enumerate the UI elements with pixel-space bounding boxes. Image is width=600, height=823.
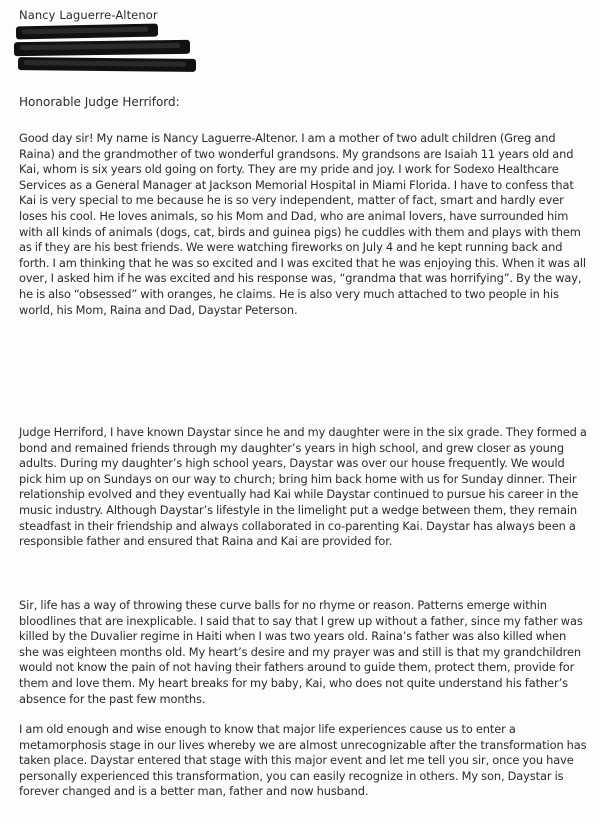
paragraph-3: Sir, life has a way of throwing these curve balls for no rhyme or reason. Patterns emerge within bloodlines that are inexplicable. I said that to say that I grew up without a father, since my father was killed by the Duvalier regime in Haiti when I was two years old. Raina’s father was also killed when she was eighteen months old. My heart’s desire and my prayer was and still is that my grandchildren would not know the pain of not having their fathers around to guide them, protect them, provide for them and love them. My heart breaks for my baby, Kai, who does not quite understand his father’s absence for the past few months.	[19, 598, 583, 706]
paragraph-2: Judge Herriford, I have known Daystar since he and my daughter were in the six grade. They formed a bond and remained friends through my daughter’s years in high school, and grew closer as young adults. During my daughter’s high school years, Daystar was over our house frequently. We would pick him up on Sundays on our way to church; bring him back home with us for Sunday dinner. Their relationship evolved and they eventually had Kai while Daystar continued to pursue his career in the music industry. Although Daystar’s lifestyle in the limelight put a wedge between them, they remain steadfast in their friendship and always collaborated in co-parenting Kai. Daystar has always been a responsible father and ensured that Raina and Kai are provided for.	[19, 425, 587, 549]
sender-name: Nancy Laguerre-Altenor	[19, 8, 158, 22]
paragraph-4: I am old enough and wise enough to know that major life experiences cause us to enter a metamorphosis stage in our lives whereby we are almost unrecognizable after the transformation has taken place. Daystar entered that stage with this major event and let me tell you sir, once you have personally experienced this transformation, you can easily recognize in others. My son, Daystar is forever changed and is a better man, father and now husband.	[19, 722, 587, 799]
redacted-address-line-1	[16, 24, 158, 40]
redacted-address-line-2	[14, 40, 190, 56]
salutation: Honorable Judge Herriford:	[19, 95, 180, 109]
redacted-address-line-3	[18, 57, 196, 72]
paragraph-1: Good day sir! My name is Nancy Laguerre-Altenor. I am a mother of two adult children (Greg and Raina) and the grandmother of two wonderful grandsons. My grandsons are Isaiah 11 years old and Kai, whom is six years old going on forty. They are my pride and joy. I work for Sodexo Healthcare Services as a General Manager at Jackson Memorial Hospital in Miami Florida. I have to confess that Kai is very special to me because he is so very independent, matter of fact, smart and hardly ever loses his cool. He loves animals, so his Mom and Dad, who are animal lovers, have surrounded him with all kinds of animals (dogs, cat, birds and guinea pigs) he cuddles with them and plays with them as if they are his best friends. We were watching fireworks on July 4 and he kept running back and forth. I am thinking that he was so excited and I was excited that he was enjoying this. When it was all over, I asked him if he was excited and his response was, “grandma that was horrifying”. By the way, he is also “obsessed” with oranges, he claims. He is also very much attached to two people in his world, his Mom, Raina and Dad, Daystar Peterson.	[19, 131, 586, 317]
